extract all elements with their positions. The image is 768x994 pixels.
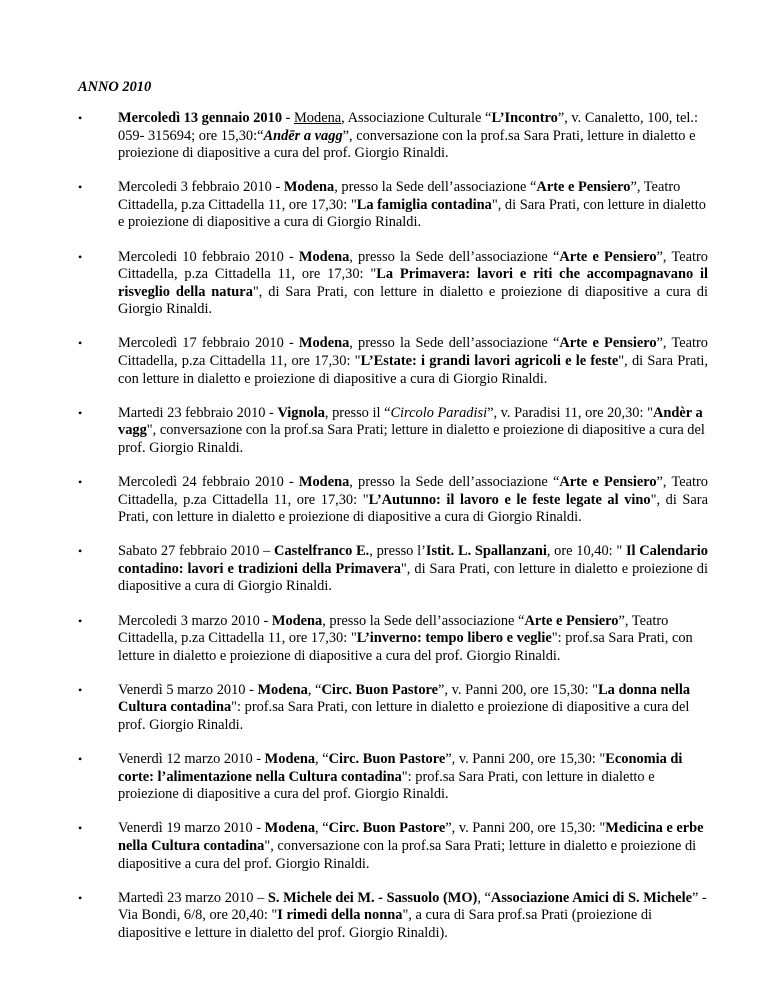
- event-text-segment: , presso l’: [369, 543, 426, 560]
- event-text-segment: ", di Sara Prati, con letture in dialetto e proiezione di diapositive a cura di Giorgio Rinaldi.: [118, 283, 708, 318]
- event-text-segment: ”, v. Panni 200, ore 15,30: ": [438, 681, 599, 698]
- event-text-segment: Andèr a vagg: [118, 404, 703, 439]
- event-text-segment: L’Estate: i grandi lavori agricoli e le feste: [360, 353, 619, 370]
- event-text-segment: ”, Teatro Cittadella, p.za Cittadella 11, ore 17,30: ": [118, 248, 708, 283]
- event-text-segment: , presso la Sede dell’associazione “: [349, 248, 560, 265]
- event-text-segment: Circolo Paradisi: [390, 404, 488, 421]
- event-text-segment: ”, conversazione con la prof.sa Sara Prati, letture in dialetto e proiezione di diapositive a cura del prof. Giorgio Rinaldi.: [118, 127, 696, 162]
- event-text-segment: Martedì 23 marzo 2010 –: [118, 889, 268, 906]
- event-text-segment: ", conversazione con la prof.sa Sara Prati; letture in dialetto e proiezione di diapositive a cura del prof. Giorgio Rinaldi.: [118, 838, 697, 872]
- event-text-segment: , presso il “: [324, 404, 391, 421]
- event-text-segment: Venerdì 19 marzo 2010 -: [118, 820, 265, 837]
- event-list-item: [78, 110, 708, 163]
- event-text-segment: Modena: [264, 751, 316, 768]
- event-text-segment: Modena: [283, 179, 335, 196]
- bullet-icon: •: [78, 249, 83, 264]
- event-text-segment: I rimedi della nonna: [277, 907, 403, 924]
- event-text-segment: , “: [307, 681, 322, 698]
- event-text-segment: La donna nella Cultura contadina: [118, 681, 691, 716]
- event-text-segment: , presso la Sede dell’associazione “: [334, 179, 537, 196]
- event-list-item: [78, 751, 708, 804]
- event-text-segment: ”, v. Panni 200, ore 15,30: ": [445, 820, 606, 837]
- event-text-segment: Associazione Amici di S. Michele: [490, 889, 692, 906]
- event-text-segment: ”, v. Canaletto, 100, tel.: 059- 315694; ore 15,30:“: [118, 110, 698, 144]
- event-text-segment: ”, Teatro Cittadella, p.za Cittadella 11, ore 17,30: ": [118, 612, 669, 647]
- event-text-segment: Economia di corte: l’alimentazione nella Cultura contadina: [118, 751, 683, 785]
- bullet-icon: •: [78, 336, 83, 351]
- bullet-icon: •: [78, 405, 83, 420]
- event-list-item: [78, 249, 708, 319]
- bullet-icon: •: [78, 821, 83, 836]
- event-text-segment: Modena: [257, 681, 308, 698]
- event-text-segment: Martedi 23 febbraio 2010 -: [118, 404, 278, 421]
- event-list-item: [78, 613, 708, 666]
- event-text-segment: Arte e Pensiero: [559, 335, 657, 352]
- event-text-segment: Mercoledì 13 gennaio 2010: [118, 110, 283, 126]
- event-text-segment: Istit. L. Spallanzani: [425, 543, 547, 560]
- event-text-segment: La Primavera: lavori e riti che accompagnavano il risveglio della natura: [118, 266, 708, 300]
- event-text-segment: ” - Via Bondi, 6/8, ore 20,40: ": [118, 889, 707, 924]
- event-text-segment: Modena: [298, 474, 350, 490]
- event-list-item: [78, 474, 708, 527]
- bullet-icon: •: [78, 613, 83, 628]
- event-text-segment: ", di Sara Prati, con letture in dialetto e proiezione di diapositive a cura di Giorgio Rinaldi.: [118, 353, 708, 387]
- event-text-segment: ": prof.sa Sara Prati, con letture in dialetto e proiezione di diapositive a cura del prof. Giorgio Rinaldi.: [118, 699, 690, 734]
- bullet-icon: •: [78, 544, 83, 559]
- event-text-segment: Circ. Buon Pastore: [328, 820, 446, 837]
- event-text-segment: L’Autunno: il lavoro e le feste legate al vino: [368, 491, 651, 508]
- event-text-segment: L’inverno: tempo libero e veglie: [356, 630, 552, 647]
- event-text-segment: Modena: [298, 335, 350, 352]
- event-text-segment: ”, v. Paradisi 11, ore 20,30: ": [487, 404, 653, 421]
- event-text-segment: Arte e Pensiero: [536, 179, 631, 196]
- events-list: [78, 110, 708, 942]
- event-list-item: [78, 405, 708, 458]
- event-text-segment: Circ. Buon Pastore: [328, 751, 446, 768]
- event-text-segment: Andēr a vagg: [263, 127, 343, 144]
- bullet-icon: •: [78, 180, 83, 195]
- event-text-segment: Arte e Pensiero: [559, 248, 657, 265]
- event-text-segment: Venerdì 5 marzo 2010 -: [118, 681, 258, 698]
- event-text-segment: , presso la Sede dell’associazione “: [349, 335, 560, 352]
- event-text-segment: ", di Sara Prati, con letture in dialetto e proiezione di diapositive a cura di Giorgio Rinaldi.: [118, 491, 708, 526]
- event-text-segment: ”, Teatro Cittadella, p.za Cittadella 11, ore 17,30: ": [118, 179, 681, 213]
- event-text-segment: ", di Sara Prati, con letture in dialetto e proiezione di diapositive a cura di Giorgio Rinaldi.: [118, 560, 708, 595]
- event-text-segment: Modena: [298, 248, 350, 265]
- event-text-segment: ”, Teatro Cittadella, p.za Cittadella 11, ore 17,30: ": [118, 474, 708, 508]
- event-text-segment: Arte e Pensiero: [559, 474, 657, 490]
- event-text-segment: Il Calendario contadino: lavori e tradizioni della Primavera: [118, 543, 709, 577]
- event-text-segment: ”, Teatro Cittadella, p.za Cittadella 11, ore 17,30: ": [118, 335, 708, 370]
- event-text-segment: -: [282, 110, 295, 126]
- event-text-segment: Mercoledi 10 febbraio 2010 -: [118, 248, 299, 265]
- event-text-segment: Mercoledì 24 febbraio 2010 -: [118, 474, 299, 490]
- event-list-item: [78, 179, 708, 232]
- year-heading: ANNO 2010: [78, 79, 152, 95]
- bullet-icon: •: [78, 475, 83, 489]
- event-text-segment: Mercoledi 3 febbraio 2010 -: [118, 179, 284, 196]
- event-text-segment: Modena: [294, 110, 342, 126]
- event-text-segment: Vignola: [277, 404, 325, 421]
- event-list-item: [78, 543, 708, 596]
- event-text-segment: S. Michele dei M. - Sassuolo (MO): [267, 889, 478, 906]
- event-list-item: [78, 335, 708, 388]
- event-text-segment: Castelfranco E.: [274, 543, 370, 560]
- event-text-segment: ", di Sara Prati, con letture in dialetto e proiezione di diapositive a cura di Giorgio Rinaldi.: [118, 196, 706, 231]
- event-text-segment: , ore 10,40: ": [546, 543, 626, 560]
- event-text-segment: Mercoledi 3 marzo 2010 -: [118, 612, 272, 629]
- bullet-icon: •: [78, 682, 83, 697]
- event-text-segment: Circ. Buon Pastore: [321, 681, 439, 698]
- event-text-segment: Mercoledì 17 febbraio 2010 -: [118, 335, 299, 352]
- event-text-segment: Arte e Pensiero: [524, 612, 619, 629]
- event-list-item: [78, 890, 708, 943]
- bullet-icon: •: [78, 752, 83, 767]
- event-text-segment: , “: [477, 889, 491, 906]
- event-text-segment: La famiglia contadina: [356, 196, 492, 213]
- event-text-segment: Medicina e erbe nella Cultura contadina: [118, 820, 704, 854]
- event-list-item: [78, 682, 708, 735]
- event-text-segment: , Associazione Culturale “: [341, 110, 492, 126]
- event-list-item: [78, 820, 708, 873]
- event-text-segment: , presso la Sede dell’associazione “: [349, 474, 560, 490]
- event-text-segment: ": prof.sa Sara Prati, con letture in dialetto e proiezione di diapositive a cura del prof. Giorgio Rinaldi.: [118, 630, 693, 664]
- bullet-icon: •: [78, 111, 83, 125]
- event-text-segment: Sabato 27 febbraio 2010 –: [118, 543, 275, 560]
- event-text-segment: , “: [315, 751, 329, 768]
- bullet-icon: •: [78, 890, 83, 905]
- event-text-segment: , presso la Sede dell’associazione “: [322, 612, 525, 629]
- event-text-segment: ": prof.sa Sara Prati, con letture in dialetto e proiezione di diapositive a cura del prof. Giorgio Rinaldi.: [118, 768, 655, 803]
- event-text-segment: Modena: [264, 820, 316, 837]
- event-text-segment: ", a cura di Sara prof.sa Prati (proiezione di diapositive e letture in dialetto del prof. Giorgio Rinaldi).: [118, 907, 653, 941]
- event-text-segment: Modena: [271, 612, 323, 629]
- event-text-segment: ”, v. Panni 200, ore 15,30: ": [445, 751, 606, 768]
- event-text-segment: Venerdì 12 marzo 2010 -: [118, 751, 265, 768]
- event-text-segment: L’Incontro: [491, 110, 558, 126]
- event-text-segment: ", conversazione con la prof.sa Sara Prati; letture in dialetto e proiezione di diapositive a cura del prof. Giorgio Rinaldi.: [118, 422, 705, 456]
- event-text-segment: , “: [315, 820, 329, 837]
